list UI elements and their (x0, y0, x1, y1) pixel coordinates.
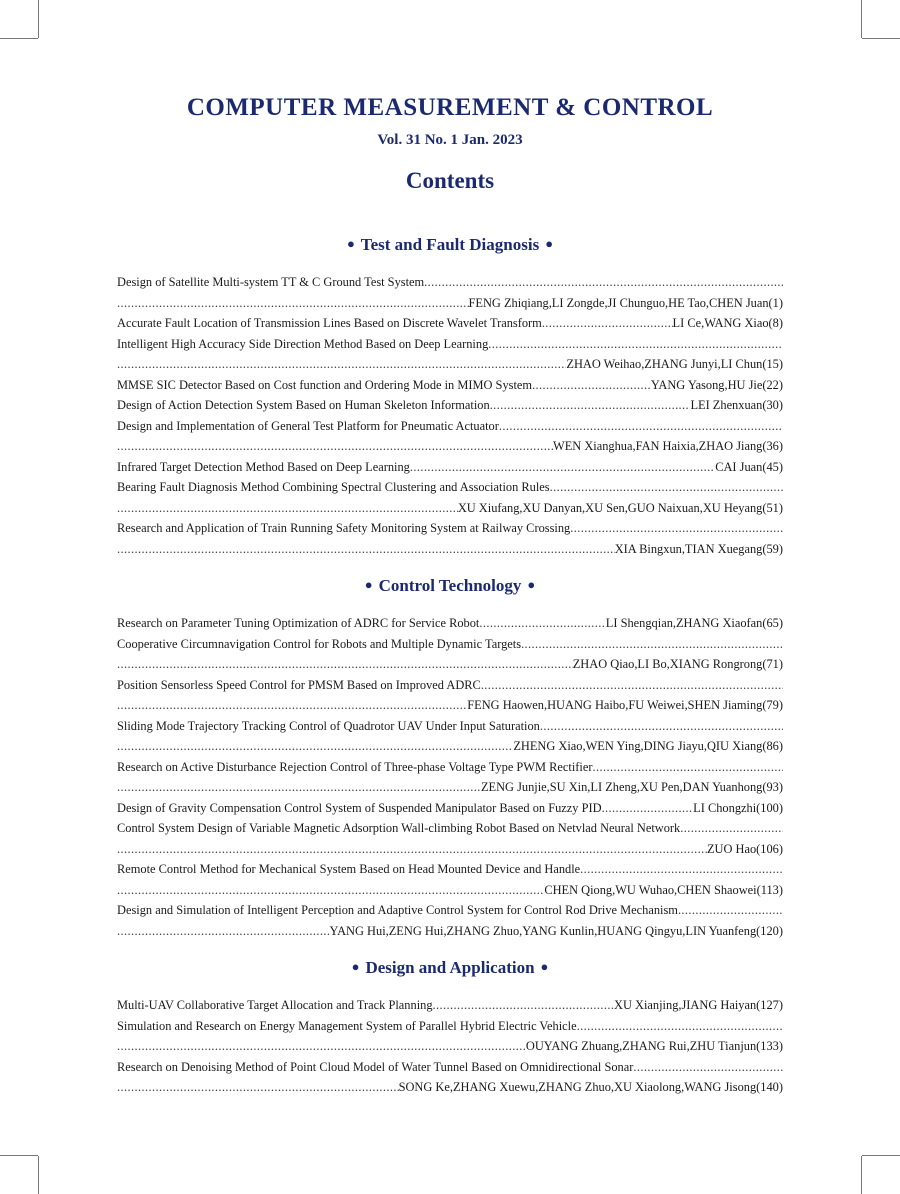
section-heading (117, 230, 783, 258)
toc-entry-line (117, 293, 783, 314)
toc-entry-line (117, 518, 783, 539)
entry-authors: ZUO Hao(106) (706, 841, 783, 856)
toc-entry-line (117, 757, 783, 778)
dot-leader (680, 818, 783, 839)
dot-leader (117, 880, 544, 901)
toc-entry[interactable] (117, 757, 783, 798)
entry-title: Bearing Fault Diagnosis Method Combining Spectral Clustering and Association Rules (117, 480, 550, 494)
dot-leader (117, 654, 573, 675)
entry-authors: LI Shengqian,ZHANG Xiaofan(65) (605, 616, 783, 630)
dot-leader (117, 921, 330, 942)
toc-entry-line (117, 416, 783, 437)
toc-entry[interactable] (117, 634, 783, 675)
entry-authors: ZENG Junjie,SU Xin,LI Zheng,XU Pen,DAN Yuanhong(93) (480, 780, 783, 794)
entry-title: Infrared Target Detection Method Based on Deep Learning (117, 459, 410, 474)
crop-mark (861, 0, 862, 38)
toc-entry-line (117, 354, 783, 375)
entry-title: Multi-UAV Collaborative Target Allocation and Track Planning (117, 998, 433, 1012)
dot-leader (678, 900, 783, 921)
entry-authors: ZHAO Qiao,LI Bo,XIANG Rongrong(71) (572, 657, 783, 671)
toc-entry[interactable] (117, 1057, 783, 1098)
dot-leader (490, 395, 691, 416)
section-spacer (117, 981, 783, 995)
dot-leader (424, 272, 783, 293)
bullet-icon: ● (527, 577, 536, 592)
entry-authors: SONG Ke,ZHANG Xuewu,ZHANG Zhuo,XU Xiaolong,WANG Jisong(140) (398, 1080, 783, 1094)
dot-leader (479, 613, 605, 634)
dot-leader (488, 334, 783, 355)
bullet-icon: ● (545, 236, 554, 251)
entry-authors: LI Chongzhi(100) (693, 800, 783, 815)
dot-leader (592, 757, 783, 778)
toc-entry-line (117, 334, 783, 355)
dot-leader (117, 736, 513, 757)
entry-title: Accurate Fault Location of Transmission Lines Based on Discrete Wavelet Transform (117, 316, 542, 330)
bullet-icon: ● (540, 959, 549, 974)
entry-title: Simulation and Research on Energy Management System of Parallel Hybrid Electric Vehicle (117, 1018, 577, 1033)
toc-entry[interactable] (117, 818, 783, 859)
dot-leader (532, 375, 651, 396)
toc-entry[interactable] (117, 395, 783, 416)
toc-entry-line (117, 457, 783, 478)
entry-title: Design and Implementation of General Test Platform for Pneumatic Actuator (117, 418, 499, 433)
toc-entry[interactable] (117, 613, 783, 634)
dot-leader (633, 1057, 783, 1078)
toc-entry-line (117, 716, 783, 737)
toc-entry-line (117, 436, 783, 457)
section-spacer (117, 258, 783, 272)
toc-entry-line (117, 395, 783, 416)
dot-leader (521, 634, 783, 655)
toc-entry[interactable] (117, 675, 783, 716)
dot-leader (481, 675, 783, 696)
section-spacer (117, 599, 783, 613)
toc-entry-line (117, 1016, 783, 1037)
toc-entry-line (117, 375, 783, 396)
entry-title: MMSE SIC Detector Based on Cost function and Ordering Mode in MIMO System (117, 377, 533, 392)
toc-entry[interactable] (117, 798, 783, 819)
entry-title: Design of Gravity Compensation Control System of Suspended Manipulator Based on Fuzzy PID (117, 800, 602, 815)
crop-mark (862, 38, 900, 39)
toc-entry-line (117, 654, 783, 675)
dot-leader (117, 354, 566, 375)
crop-mark (862, 1155, 900, 1156)
entry-authors: XU Xiufang,XU Danyan,XU Sen,GUO Naixuan,XU Heyang(51) (457, 500, 783, 515)
dot-leader (540, 716, 783, 737)
toc-entry[interactable] (117, 272, 783, 313)
section-title: Control Technology (378, 576, 522, 595)
toc-entry-line (117, 818, 783, 839)
dot-leader (433, 995, 615, 1016)
toc-entry[interactable] (117, 1016, 783, 1057)
entry-title: Sliding Mode Trajectory Tracking Control of Quadrotor UAV Under Input Saturation (117, 718, 540, 733)
dot-leader (410, 457, 715, 478)
toc-entry-line (117, 313, 783, 334)
bullet-icon: ● (351, 959, 360, 974)
entry-title: Remote Control Method for Mechanical System Based on Head Mounted Device and Handle (117, 862, 581, 876)
dot-leader (117, 498, 458, 519)
crop-mark (861, 1156, 862, 1194)
toc-entry-line (117, 777, 783, 798)
crop-mark (38, 0, 39, 38)
entry-authors: XU Xianjing,JIANG Haiyan(127) (614, 998, 783, 1012)
toc-entry[interactable] (117, 457, 783, 478)
dot-leader (542, 313, 673, 334)
entry-title: Design and Simulation of Intelligent Perception and Adaptive Control System for Control Rod Drive Mechanism (117, 903, 678, 917)
entry-title: Position Sensorless Speed Control for PMSM Based on Improved ADRC (117, 677, 481, 692)
toc-entry-line (117, 539, 783, 560)
entry-authors: FENG Zhiqiang,LI Zongde,JI Chunguo,HE Tao,CHEN Juan(1) (468, 295, 783, 310)
toc-entry-line (117, 613, 783, 634)
entry-title: Design of Action Detection System Based on Human Skeleton Information (117, 398, 490, 412)
dot-leader (117, 539, 615, 560)
toc-entry-line (117, 1057, 783, 1078)
toc-entry-line (117, 1036, 783, 1057)
dot-leader (499, 416, 783, 437)
entry-authors: ZHENG Xiao,WEN Ying,DING Jiayu,QIU Xiang(86) (513, 739, 783, 753)
toc-entry[interactable] (117, 518, 783, 559)
toc-entry-line (117, 477, 783, 498)
toc-entry-line (117, 900, 783, 921)
dot-leader (117, 777, 481, 798)
toc-entry-line (117, 1077, 783, 1098)
dot-leader (117, 1036, 526, 1057)
toc-entry[interactable] (117, 995, 783, 1016)
section-heading (117, 571, 783, 599)
crop-mark (0, 1155, 38, 1156)
toc-entry[interactable] (117, 375, 783, 396)
entry-authors: CAI Juan(45) (715, 459, 783, 474)
entry-title: Design of Satellite Multi-system TT & C Ground Test System (117, 275, 425, 289)
toc-entry-line (117, 498, 783, 519)
entry-title: Cooperative Circumnavigation Control for Robots and Multiple Dynamic Targets (117, 636, 522, 651)
section-title: Test and Fault Diagnosis (360, 235, 540, 254)
dot-leader (577, 1016, 783, 1037)
entry-authors: ZHAO Weihao,ZHANG Junyi,LI Chun(15) (566, 357, 783, 371)
section-heading (117, 953, 783, 981)
dot-leader (602, 798, 694, 819)
toc-entry-line (117, 695, 783, 716)
bullet-icon: ● (346, 236, 355, 251)
toc-entry[interactable] (117, 313, 783, 334)
dot-leader (550, 477, 783, 498)
toc-entry-line (117, 995, 783, 1016)
toc-entry-line (117, 859, 783, 880)
bullet-icon: ● (364, 577, 373, 592)
entry-authors: XIA Bingxun,TIAN Xuegang(59) (614, 541, 783, 556)
crop-mark (38, 1156, 39, 1194)
toc-entry-line (117, 921, 783, 942)
section-title: Design and Application (365, 958, 535, 977)
issue-info: Vol. 31 No. 1 Jan. 2023 (377, 132, 523, 148)
entry-authors: YANG Yasong,HU Jie(22) (650, 377, 783, 392)
entry-title: Research on Parameter Tuning Optimization of ADRC for Service Robot (117, 616, 480, 630)
dot-leader (117, 695, 467, 716)
dot-leader (117, 293, 469, 314)
entry-title: Research and Application of Train Running Safety Monitoring System at Railway Crossing (117, 521, 571, 535)
toc-entry-line (117, 880, 783, 901)
entry-title: Research on Active Disturbance Rejection Control of Three-phase Voltage Type PWM Rectifier (117, 759, 593, 774)
table-of-contents (117, 230, 783, 1098)
toc-entry-line (117, 272, 783, 293)
entry-authors: FENG Haowen,HUANG Haibo,FU Weiwei,SHEN Jiaming(79) (467, 698, 783, 712)
toc-entry-line (117, 798, 783, 819)
entry-authors: OUYANG Zhuang,ZHANG Rui,ZHU Tianjun(133) (525, 1039, 783, 1053)
toc-entry[interactable] (117, 859, 783, 900)
toc-entry[interactable] (117, 716, 783, 757)
entry-authors: CHEN Qiong,WU Wuhao,CHEN Shaowei(113) (544, 882, 783, 897)
entry-authors: LEI Zhenxuan(30) (690, 398, 783, 412)
toc-entry-line (117, 839, 783, 860)
toc-entry[interactable] (117, 416, 783, 457)
dot-leader (570, 518, 783, 539)
entry-authors: WEN Xianghua,FAN Haixia,ZHAO Jiang(36) (553, 439, 783, 453)
entry-title: Control System Design of Variable Magnetic Adsorption Wall-climbing Robot Based on Netvlad Neural Network (117, 821, 681, 835)
toc-entry-line (117, 634, 783, 655)
toc-entry-line (117, 675, 783, 696)
toc-entry-line (117, 736, 783, 757)
entry-title: Intelligent High Accuracy Side Direction Method Based on Deep Learning (117, 336, 489, 351)
entry-title: Research on Denoising Method of Point Cloud Model of Water Tunnel Based on Omnidirectional Sonar (117, 1059, 634, 1074)
dot-leader (117, 436, 553, 457)
toc-entry[interactable] (117, 900, 783, 941)
dot-leader (117, 839, 707, 860)
contents-heading: Contents (405, 168, 495, 193)
crop-mark (0, 38, 38, 39)
entry-authors: LI Ce,WANG Xiao(8) (672, 316, 783, 330)
entry-authors: YANG Hui,ZENG Hui,ZHANG Zhuo,YANG Kunlin,HUANG Qingyu,LIN Yuanfeng(120) (329, 923, 783, 938)
toc-entry[interactable] (117, 477, 783, 518)
dot-leader (580, 859, 783, 880)
journal-title: COMPUTER MEASUREMENT & CONTROL (186, 94, 714, 121)
dot-leader (117, 1077, 399, 1098)
toc-entry[interactable] (117, 334, 783, 375)
